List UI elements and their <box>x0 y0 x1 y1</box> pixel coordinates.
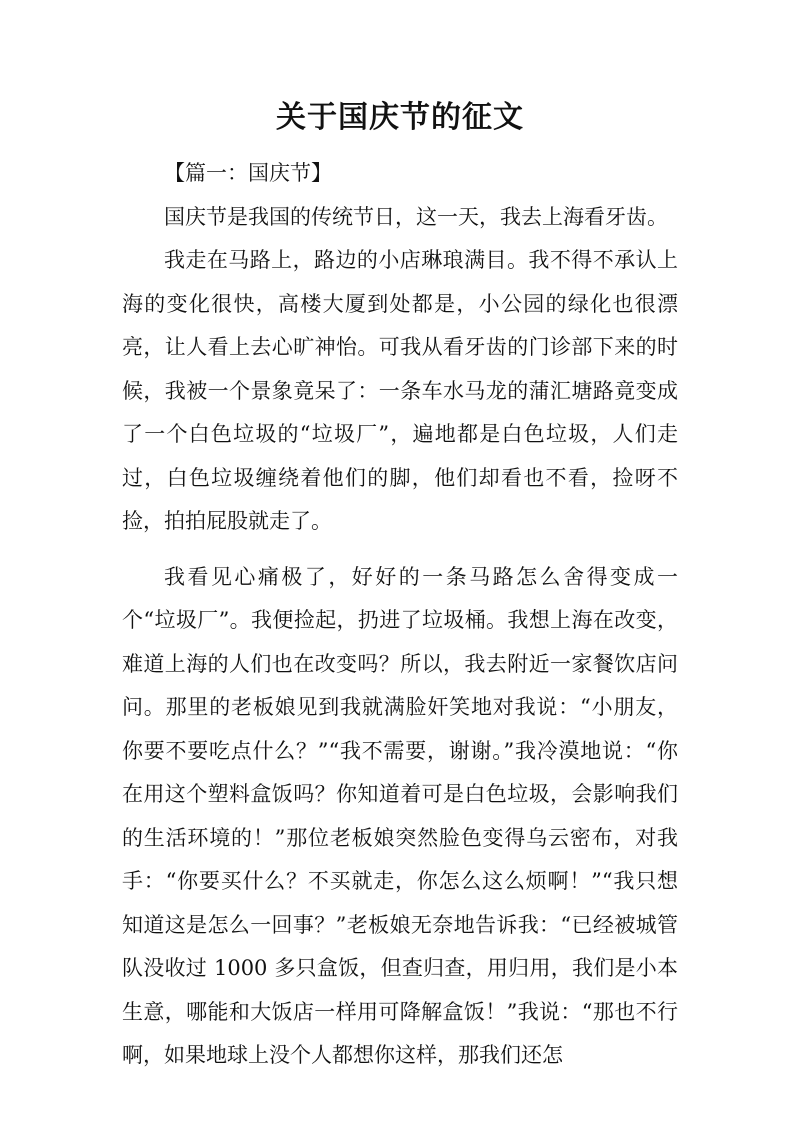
document-body <box>122 152 678 1078</box>
paragraph-1: 国庆节是我国的传统节日，这一天，我去上海看牙齿。 <box>164 204 668 229</box>
paragraph-3: 我看见心痛极了，好好的一条马路怎么舍得变成一个“垃圾厂”。我便捡起，扔进了垃圾桶。我想上海在改变，难道上海的人们也在改变吗？所以，我去附近一家餐饮店问问。那里的老板娘见到我就满脸奸笑地对我说：“小朋友，你要不要吃点什么？”“我不需要，谢谢。”我冷漠地说：“你在用这个塑料盒饭吗？你知道着可是白色垃圾，会影响我们的生活环境的！”那位老板娘突然脸色变得乌云密布，对我手：“你要买什么？不买就走，你怎么这么烦啊！”“我只想知道这是怎么一回事？”老板娘无奈地告诉我：“已经被城管队没收过 1000 多只盒饭，但查归查，用归用，我们是小本生意，哪能和大饭店一样用可降解盒饭！”我说：“那也不行啊，如果地球上没个人都想你这样，那我们还怎 <box>122 564 678 1067</box>
paragraph-2: 我走在马路上，路边的小店琳琅满目。我不得不承认上海的变化很快，高楼大厦到处都是，小公园的绿化也很漂亮，让人看上去心旷神怡。可我从看牙齿的门诊部下来的时候，我被一个景象竟呆了：一条车水马龙的蒲汇塘路竟变成了一个白色垃圾的“垃圾厂”，遍地都是白色垃圾，人们走过，白色垃圾缠绕着他们的脚，他们却看也不看，捡呀不捡，拍拍屁股就走了。 <box>122 248 678 533</box>
section-heading: 【篇一：国庆节】 <box>164 161 332 185</box>
document-title: 关于国庆节的征文 <box>276 100 524 135</box>
